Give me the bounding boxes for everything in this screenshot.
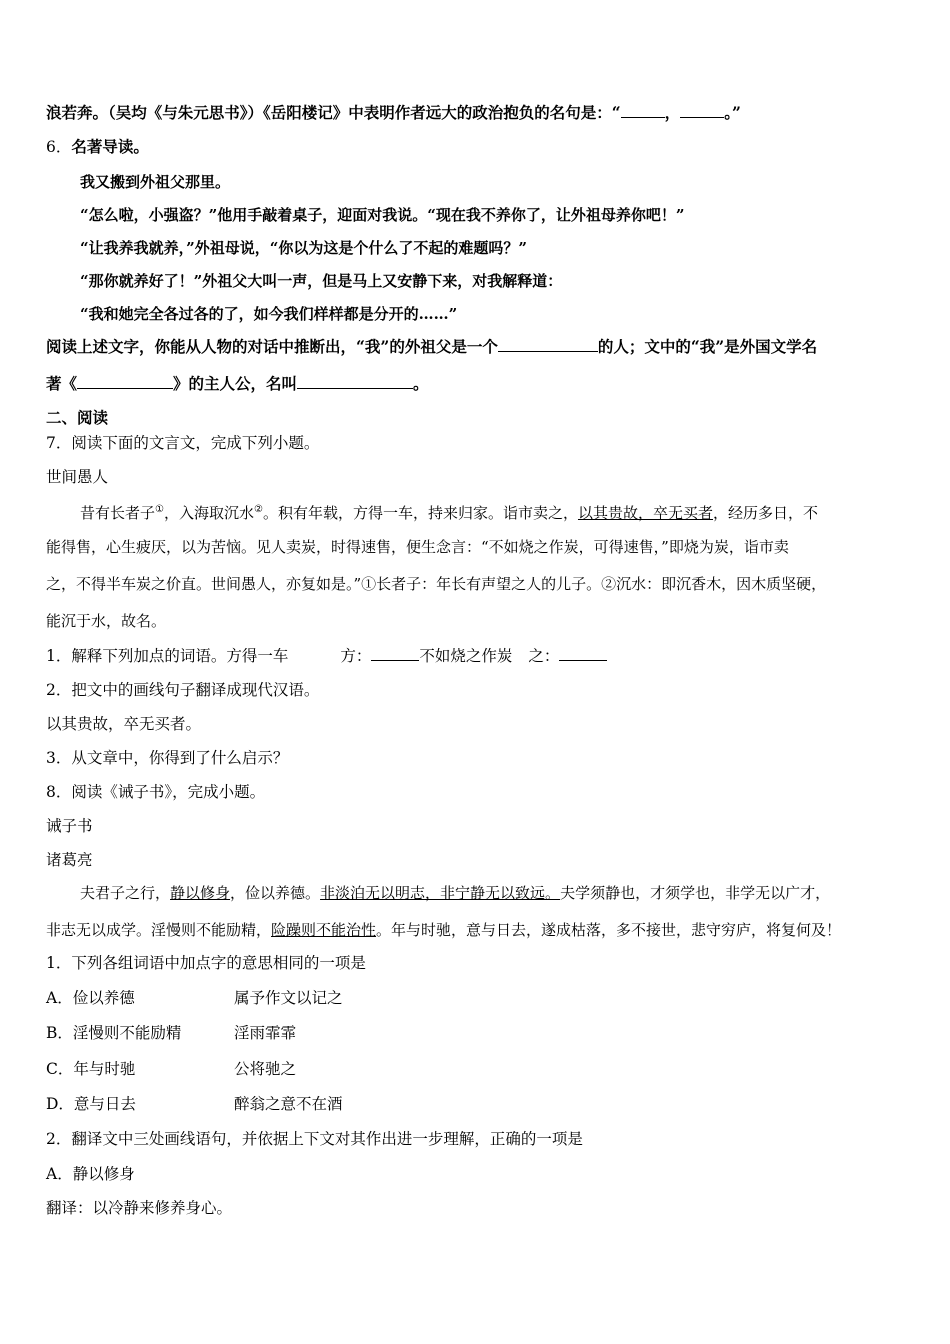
option-label: B．淫慢则不能励精 [46, 1024, 182, 1042]
passage-text: ，入海取沉水 [163, 504, 254, 522]
q6-question-line-1 [46, 337, 817, 357]
option-row [46, 1094, 546, 1114]
q6-question-line-2 [46, 374, 429, 394]
q6-question-text: 》的主人公，名叫 [173, 374, 298, 393]
footnote-mark: ② [254, 504, 263, 515]
q5-sep: ， [664, 103, 681, 122]
q7-intro: 7．阅读下面的文言文，完成下列小题。 [46, 434, 320, 452]
q8-passage-title: 诫子书 [46, 817, 93, 835]
option-row [46, 1023, 546, 1043]
passage-text: ，俭以养德。 [230, 884, 321, 902]
q8-sub2: 2．翻译文中三处画线语句，并依据上下文对其作出进一步理解，正确的一项是 [46, 1130, 583, 1148]
sub-question-text: 1．解释下列加点的词语。方得一车 [46, 647, 289, 665]
section-title: 二、阅读 [46, 408, 109, 427]
underlined-sentence: 非淡泊无以明志，非宁静无以致远。 [320, 884, 561, 902]
q8-intro: 8．阅读《诫子书》，完成小题。 [46, 783, 266, 801]
passage-text: 非志无以成学。淫慢则不能励精， [46, 921, 272, 939]
q6-passage-line-5: “我和她完全各过各的了，如今我们样样都是分开的……” [80, 305, 458, 323]
q8-sub2-translation: 翻译：以冷静来修养身心。 [46, 1199, 233, 1217]
option-pair: 醉翁之意不在酒 [234, 1095, 343, 1113]
q7-sub2: 2．把文中的画线句子翻译成现代汉语。 [46, 681, 320, 699]
option-pair: 淫雨霏霏 [234, 1024, 297, 1042]
underlined-sentence: 静以修身 [170, 884, 231, 902]
q7-sub2-sentence: 以其贵故，卒无买者。 [46, 715, 202, 733]
answer-blank [77, 374, 173, 389]
option-pair: 属予作文以记之 [234, 989, 343, 1007]
sub-question-text: 方： [340, 647, 372, 665]
q5-text: 浪若奔。（吴均《与朱元思书》）《岳阳楼记》中表明作者远大的政治抱负的名句是：“ [46, 103, 621, 122]
option-label: D．意与日去 [46, 1095, 136, 1113]
q6-question-text: 的人；文中的“我”是外国文学名 [597, 337, 818, 356]
question-number: 6． [46, 138, 72, 156]
sub-question-text: 之： [528, 647, 560, 665]
q8-passage-line-1 [80, 883, 830, 903]
q8-sub1: 1．下列各组词语中加点字的意思相同的一项是 [46, 954, 366, 972]
q6-passage-line-3: “让我养我就养，”外祖母说，“你以为这是个什么了不起的难题吗？” [80, 239, 528, 257]
passage-text: 。积有年载，方得一车，持来归家。诣市卖之， [262, 504, 578, 522]
answer-blank [371, 646, 419, 661]
q8-author: 诸葛亮 [46, 851, 93, 869]
q6-passage-line-4: “那你就养好了！”外祖父大叫一声，但是马上又安静下来，对我解释道： [80, 272, 563, 290]
underlined-sentence: 以其贵故，卒无买者 [577, 504, 713, 522]
answer-blank [498, 337, 598, 352]
passage-text: 。年与时驰，意与日去，遂成枯落，多不接世，悲守穷庐，将复何及！ [376, 921, 842, 939]
q6-question-text: 著《 [46, 374, 78, 393]
answer-blank [297, 374, 413, 389]
answer-blank [559, 646, 607, 661]
q7-passage-line-3: 之，不得半车炭之价直。世间愚人，亦复如是。”①长者子：年长有声望之人的儿子。②沉水：即沉香木，因木质坚硬， [46, 575, 827, 593]
option-label: A．俭以养德 [46, 989, 135, 1007]
option-row [46, 988, 546, 1008]
q6-passage-line-2: “怎么啦，小强盗？”他用手敲着桌子，迎面对我说。“现在我不养你了，让外祖母养你吧！” [80, 206, 685, 224]
q8-sub2-option-a: A．静以修身 [46, 1165, 135, 1183]
answer-blank [680, 103, 724, 118]
answer-blank [621, 103, 665, 118]
q6-question-text: 阅读上述文字，你能从人物的对话中推断出，“我”的外祖父是一个 [46, 337, 498, 356]
passage-text: 夫君子之行， [80, 884, 171, 902]
option-pair: 公将驰之 [234, 1060, 297, 1078]
passage-text: 昔有长者子 [80, 504, 156, 522]
underlined-sentence: 险躁则不能治性 [271, 921, 377, 939]
q7-passage-line-2: 能得售，心生疲厌，以为苦恼。见人卖炭，时得速售，便生念言：“不如烧之作炭，可得速售，”即烧为炭，诣市卖 [46, 538, 789, 556]
q6-question-text: 。 [413, 374, 429, 393]
sub-question-text: 不如烧之作炭 [419, 647, 513, 665]
q7-sub3: 3．从文章中，你得到了什么启示？ [46, 749, 289, 767]
q6-passage-line-1: 我又搬到外祖父那里。 [80, 173, 231, 191]
passage-text: ，经历多日，不 [713, 504, 819, 522]
q7-passage-line-1 [80, 500, 818, 523]
q7-passage-title: 世间愚人 [46, 468, 109, 486]
q7-sub1 [46, 646, 607, 666]
q5-end: 。” [724, 103, 741, 122]
q6-heading [46, 137, 149, 157]
question-title: 名著导读。 [71, 137, 149, 156]
q8-passage-line-2 [46, 920, 841, 940]
q5-tail-line [46, 103, 741, 123]
option-row [46, 1059, 546, 1079]
footnote-mark: ① [155, 504, 164, 515]
q7-passage-line-4: 能沉于水，故名。 [46, 612, 167, 630]
passage-text: 夫学须静也，才须学也，非学无以广才， [560, 884, 831, 902]
option-label: C．年与时驰 [46, 1060, 136, 1078]
